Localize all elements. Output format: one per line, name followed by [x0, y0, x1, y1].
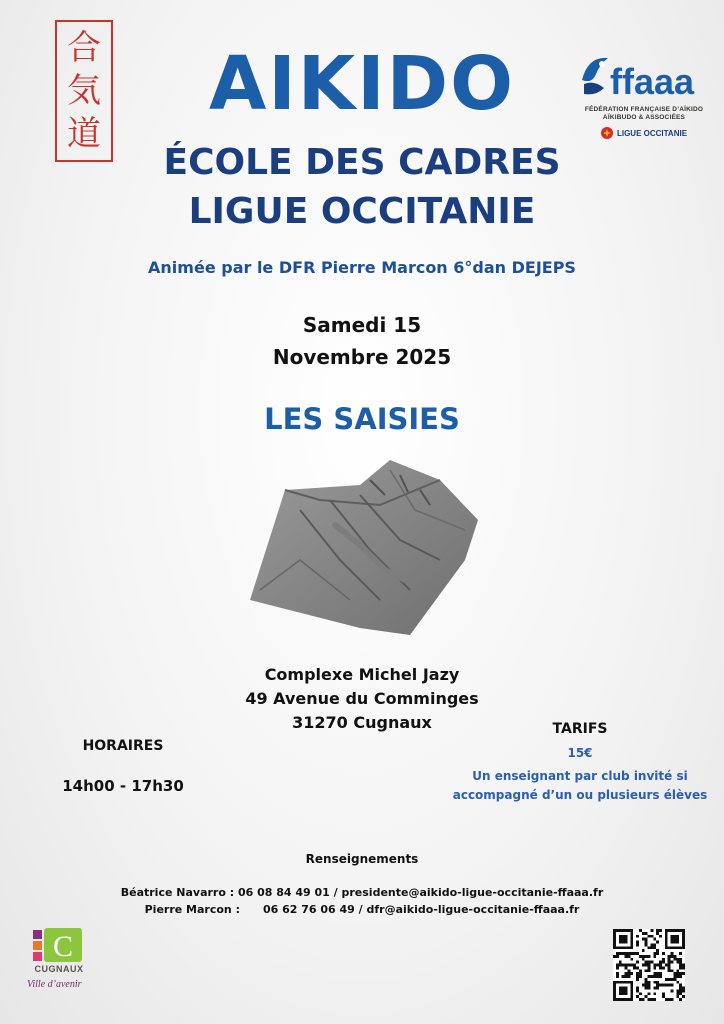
- ffaaa-federation-line2: AÏKIBUDO & ASSOCIÉES: [602, 114, 686, 121]
- horaires-heading: HORAIRES: [82, 738, 164, 754]
- date-line2: Novembre 2025: [272, 345, 452, 369]
- tarifs-price: 15€: [567, 746, 593, 760]
- occitanie-cross-icon: [601, 127, 613, 139]
- ffaaa-federation-line1: FÉDÉRATION FRANÇAISE D’AÏKIDO: [584, 106, 704, 113]
- tarifs-note-line1: Un enseignant par club invité si: [472, 769, 688, 783]
- cugnaux-name: CUGNAUX: [34, 964, 84, 974]
- venue-street: 49 Avenue du Comminges: [245, 689, 479, 708]
- tarifs-heading: TARIFS: [552, 721, 608, 737]
- folded-gi-illustration: [240, 450, 490, 645]
- date-line1: Samedi 15: [302, 313, 422, 337]
- kanji-ki: 気: [67, 70, 101, 111]
- page-title: AIKIDO: [208, 41, 515, 127]
- contact-marcon: Pierre Marcon : 06 62 76 06 49 / dfr@aikido-ligue-occitanie-ffaaa.fr: [144, 903, 580, 916]
- renseignements-heading: Renseignements: [305, 852, 419, 866]
- cugnaux-emblem: [27, 926, 91, 966]
- cugnaux-logo: [27, 926, 107, 1006]
- ffaaa-ligue-row: [574, 127, 714, 139]
- ffaaa-wordmark: ffaaa: [610, 61, 695, 102]
- qr-code[interactable]: [613, 929, 685, 1001]
- subtitle-line1: ÉCOLE DES CADRES: [163, 142, 561, 183]
- animated-by: Animée par le DFR Pierre Marcon 6°dan DEJEPS: [148, 258, 576, 277]
- tarifs-note: [430, 767, 724, 805]
- venue-name: Complexe Michel Jazy: [264, 665, 460, 684]
- venue-city: 31270 Cugnaux: [292, 713, 432, 732]
- seminar-theme: LES SAISIES: [264, 402, 460, 436]
- tarifs-note-line2: accompagné d’un ou plusieurs élèves: [452, 788, 708, 802]
- contact-navarro: Béatrice Navarro : 06 08 84 49 01 / presidente@aikido-ligue-occitanie-ffaaa.fr: [120, 886, 604, 899]
- subtitle-line2: LIGUE OCCITANIE: [188, 191, 536, 232]
- ffaaa-ligue-label: LIGUE OCCITANIE: [616, 128, 688, 138]
- kanji-ai: 合: [67, 27, 101, 68]
- cugnaux-letter: C: [52, 930, 74, 963]
- cugnaux-tagline: Ville d’avenir: [27, 979, 82, 990]
- horaires-time: 14h00 - 17h30: [62, 777, 184, 795]
- kanji-do: 道: [67, 114, 101, 155]
